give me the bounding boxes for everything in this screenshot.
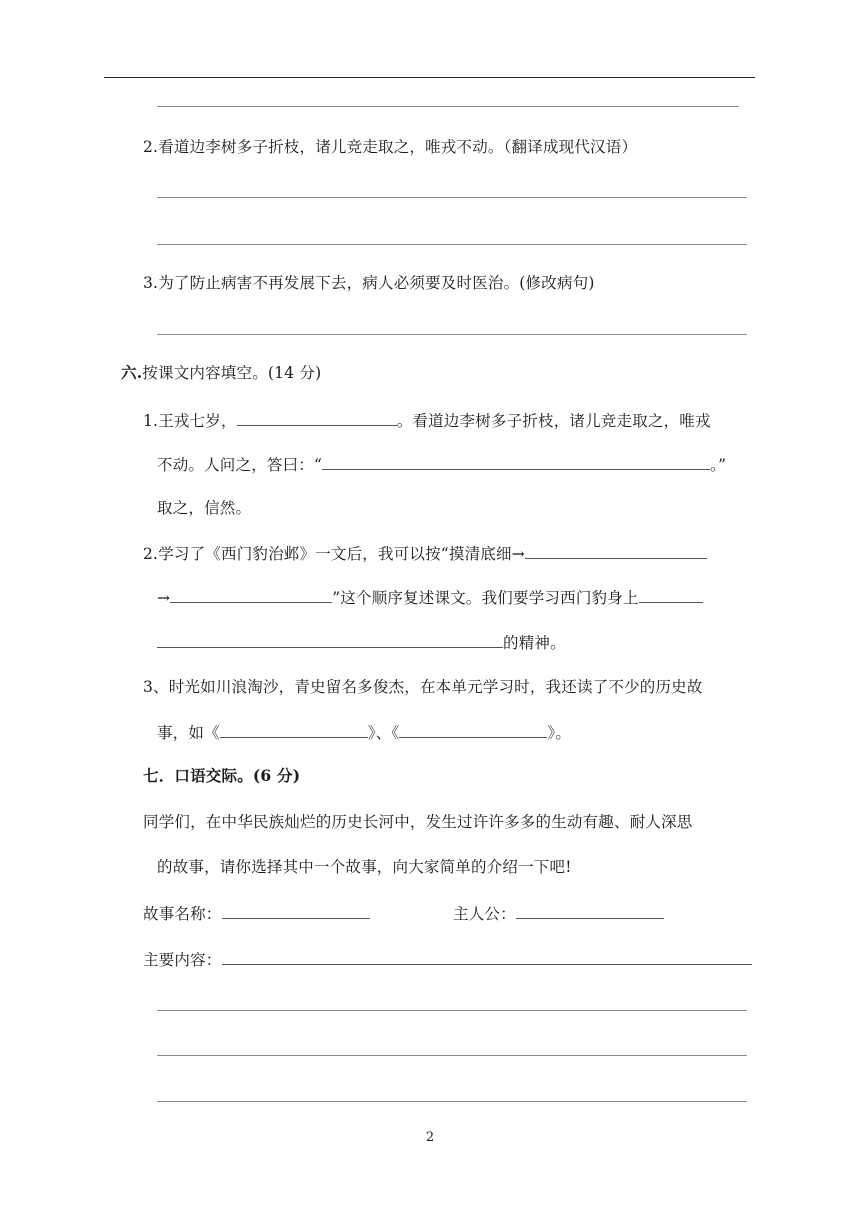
question-6-1-line-1 (143, 410, 711, 431)
fill-blank[interactable] (639, 587, 703, 603)
text-segment: 事，如《 (157, 724, 220, 742)
section-title: 七．口语交际。(6 分) (143, 766, 301, 785)
page-number: 2 (425, 1130, 435, 1145)
text-segment: ”这个顺序复述课文。我们要学习西门豹身上 (332, 589, 639, 607)
answer-line (157, 1101, 747, 1102)
fill-blank[interactable] (170, 587, 332, 603)
section-7-heading (143, 766, 300, 786)
content-row (143, 949, 752, 970)
question-6-2-line-3 (157, 632, 566, 653)
question-6-2-line-1 (143, 543, 707, 564)
text-segment: 3、时光如川浪淘沙，青史留名多俊杰，在本单元学习时，我还读了不少的历史故 (143, 678, 703, 696)
header-rule (104, 77, 755, 78)
question-5-2 (143, 137, 637, 157)
question-5-3 (143, 273, 595, 293)
answer-line (157, 1055, 747, 1056)
answer-line (157, 106, 739, 107)
fill-blank[interactable] (525, 543, 707, 559)
question-label: 2.看道边李树多子折枝，诸儿竞走取之，唯戎不动。（翻译成现代汉语） (143, 138, 638, 156)
text-segment: 的精神。 (503, 634, 566, 652)
protagonist-row (453, 903, 664, 924)
question-label: 3.为了防止病害不再发展下去，病人必须要及时医治。(修改病句) (143, 274, 595, 292)
story-name-blank[interactable] (222, 903, 370, 919)
answer-line (157, 1010, 747, 1011)
fill-blank[interactable] (399, 722, 547, 738)
section-7-intro-line-2 (157, 857, 572, 877)
text-segment: 1.王戎七岁， (143, 412, 237, 430)
fill-blank[interactable] (220, 722, 368, 738)
text-segment: 。看道边李树多子折枝，诸儿竞走取之，唯戎 (396, 412, 711, 430)
fill-blank[interactable] (322, 454, 710, 470)
answer-line (157, 197, 747, 198)
section-6-heading (121, 363, 321, 383)
fill-blank[interactable] (237, 410, 397, 426)
question-6-1-line-3 (157, 498, 251, 518)
story-name-label: 故事名称： (143, 905, 222, 923)
intro-text: 同学们，在中华民族灿烂的历史长河中，发生过许许多多的生动有趣、耐人深思 (143, 813, 693, 831)
text-segment: 。” (710, 456, 727, 474)
section-7-intro-line-1 (143, 812, 693, 832)
section-number: 六. (121, 363, 143, 382)
fill-blank[interactable] (157, 632, 503, 648)
text-segment: 取之，信然。 (157, 499, 252, 517)
question-6-2-line-2 (157, 587, 703, 608)
intro-text: 的故事，请你选择其中一个故事，向大家简单的介绍一下吧! (157, 858, 572, 876)
question-6-3-line-1 (143, 677, 703, 697)
content-label: 主要内容： (143, 951, 222, 969)
text-segment: → (157, 589, 171, 607)
text-segment: 》。 (547, 724, 572, 742)
story-name-row (143, 903, 370, 924)
question-6-3-line-2 (157, 722, 571, 743)
section-title: 按课文内容填空。(14 分) (142, 364, 322, 382)
answer-line (157, 334, 747, 335)
answer-line (157, 244, 747, 245)
text-segment: 不动。人问之，答曰：“ (157, 456, 323, 474)
protagonist-blank[interactable] (516, 903, 664, 919)
content-blank[interactable] (222, 949, 752, 965)
protagonist-label: 主人公： (453, 905, 516, 923)
text-segment: 2.学习了《西门豹治邺》一文后，我可以按“摸清底细→ (143, 545, 525, 563)
question-6-1-line-2 (157, 454, 726, 475)
text-segment: 》、《 (367, 724, 400, 742)
